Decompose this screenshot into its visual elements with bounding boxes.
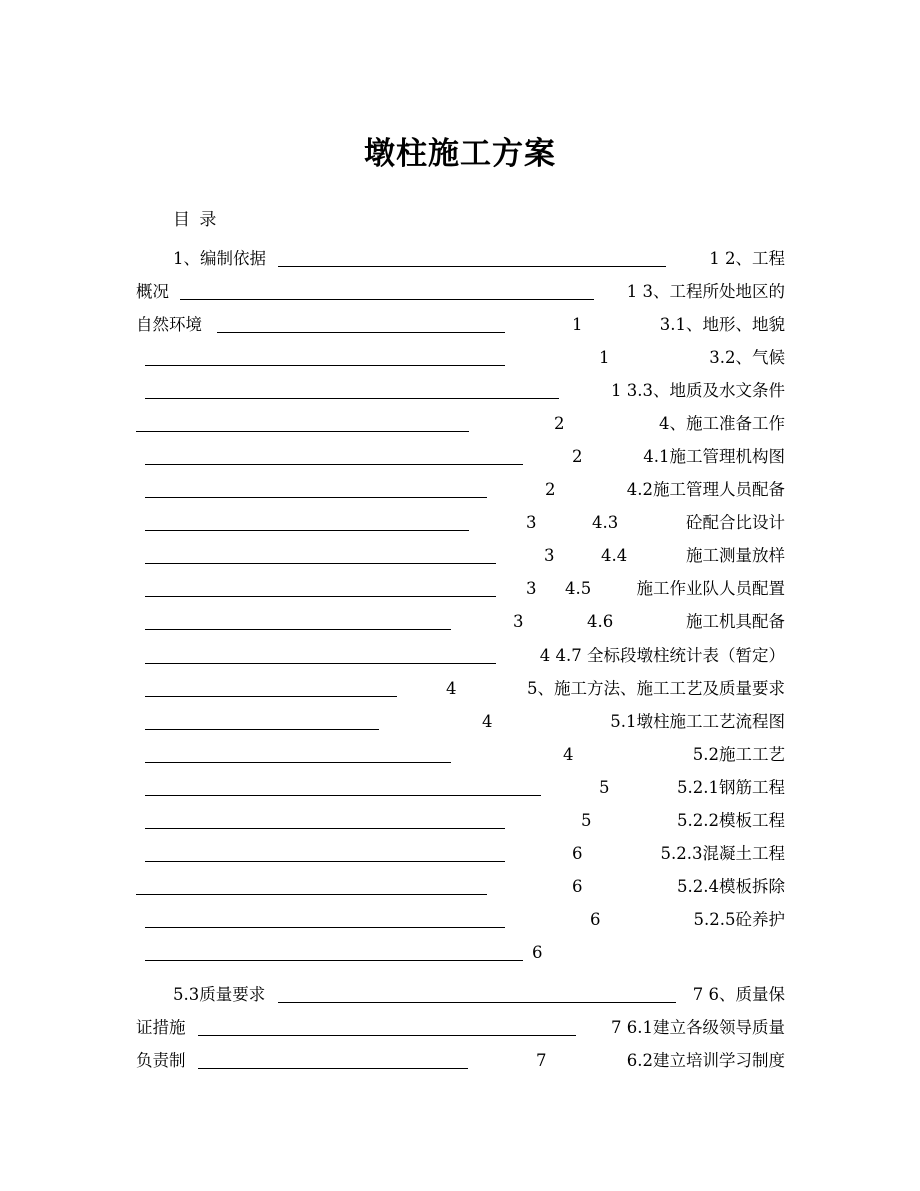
toc-entry-page: 3 [526, 513, 537, 532]
toc-entry-title: 4、施工准备工作 [659, 414, 785, 433]
toc-entry-page: 7 [536, 1051, 547, 1070]
leader-line [145, 861, 505, 862]
toc-entry-title: 5.2.2模板工程 [677, 811, 785, 830]
toc-entry-title: 5、施工方法、施工工艺及质量要求 [527, 679, 785, 698]
toc-entry-page: 2 [545, 480, 556, 499]
toc-line [0, 1013, 920, 1043]
toc-line [0, 607, 920, 637]
toc-line [0, 674, 920, 704]
toc-entry-title: 3.2、气候 [709, 348, 785, 367]
toc-line [0, 980, 920, 1010]
toc-entry-page: 7 6、质量保 [692, 985, 785, 1004]
toc-entry-page: 5 [599, 778, 610, 797]
leader-line [145, 828, 505, 829]
leader-line [145, 530, 469, 531]
toc-line [0, 839, 920, 869]
toc-entry-title: 1 3.3、地质及水文条件 [611, 381, 785, 400]
toc-entry-title: 4 4.7 全标段墩柱统计表（暂定） [539, 646, 785, 665]
toc-line [0, 442, 920, 472]
toc-entry-title: 5.2施工工艺 [692, 745, 785, 764]
leader-line [145, 795, 541, 796]
toc-line [0, 508, 920, 538]
leader-line [145, 365, 505, 366]
leader-line [278, 266, 666, 267]
toc-entry-page: 6 [590, 910, 601, 929]
toc-entry-number: 4.4 [601, 546, 628, 565]
leader-line [180, 299, 594, 300]
toc-line [0, 905, 920, 935]
toc-entry-title: 5.2.5砼养护 [693, 910, 785, 929]
leader-line [145, 663, 496, 664]
leader-line [136, 431, 469, 432]
leader-line [145, 563, 496, 564]
toc-entry-title: 4.2施工管理人员配备 [626, 480, 785, 499]
toc-line [0, 409, 920, 439]
toc-entry-title: 证措施 [136, 1018, 186, 1037]
document-title: 墩柱施工方案 [364, 136, 556, 172]
leader-line [217, 332, 505, 333]
toc-entry-page: 3 [526, 579, 537, 598]
toc-entry-title: 负责制 [136, 1051, 186, 1070]
toc-entry-title: 5.2.1钢筋工程 [677, 778, 785, 797]
toc-entry-page: 3 [544, 546, 555, 565]
toc-entry-page: 7 6.1建立各级领导质量 [611, 1018, 785, 1037]
toc-line [0, 740, 920, 770]
toc-entry-page: 2 [572, 447, 583, 466]
toc-entry-page: 1 3、工程所处地区的 [626, 282, 785, 301]
leader-line [145, 596, 496, 597]
toc-line [0, 541, 920, 571]
toc-entry-number: 4.6 [587, 612, 614, 631]
leader-line [145, 762, 451, 763]
leader-line [145, 960, 523, 961]
toc-entry-title: 1、编制依据 [173, 249, 266, 268]
toc-line [0, 773, 920, 803]
toc-entry-page: 1 [599, 348, 610, 367]
toc-entry-title: 5.1墩柱施工工艺流程图 [610, 712, 785, 731]
toc-line [0, 244, 920, 274]
leader-line [145, 629, 451, 630]
leader-line [145, 464, 523, 465]
toc-line [0, 343, 920, 373]
toc-entry-title: 6.2建立培训学习制度 [626, 1051, 785, 1070]
toc-line [0, 707, 920, 737]
toc-entry-page: 1 [572, 315, 583, 334]
toc-entry-number: 4.5 [565, 579, 592, 598]
toc-line [0, 277, 920, 307]
toc-line [0, 806, 920, 836]
leader-line [145, 398, 559, 399]
toc-line [0, 475, 920, 505]
toc-entry-title: 施工测量放样 [686, 546, 785, 565]
toc-entry-title: 3.1、地形、地貌 [659, 315, 785, 334]
toc-entry-title: 5.3质量要求 [173, 985, 266, 1004]
leader-line [145, 927, 505, 928]
toc-entry-page: 4 [446, 679, 457, 698]
leader-line [136, 894, 487, 895]
toc-heading: 目 录 [173, 210, 217, 230]
toc-entry-page: 1 2、工程 [709, 249, 785, 268]
toc-line [0, 574, 920, 604]
toc-entry-title: 自然环境 [136, 315, 202, 334]
toc-entry-page: 4 [482, 712, 493, 731]
toc-entry-title: 施工作业队人员配置 [636, 579, 785, 598]
toc-entry-number: 4.3 [592, 513, 619, 532]
toc-line [0, 641, 920, 671]
toc-entry-page: 5 [581, 811, 592, 830]
leader-line [145, 696, 397, 697]
leader-line [145, 497, 487, 498]
toc-entry-title: 施工机具配备 [686, 612, 785, 631]
toc-line [0, 376, 920, 406]
toc-entry-page: 6 [572, 877, 583, 896]
leader-line [198, 1035, 576, 1036]
leader-line [145, 729, 379, 730]
toc-line [0, 1046, 920, 1076]
toc-entry-page: 6 [532, 943, 543, 962]
toc-entry-page: 2 [554, 414, 565, 433]
leader-line [198, 1068, 468, 1069]
toc-line [0, 938, 920, 968]
toc-entry-title: 5.2.4模板拆除 [677, 877, 785, 896]
toc-entry-title: 4.1施工管理机构图 [643, 447, 785, 466]
toc-entry-page: 3 [513, 612, 524, 631]
toc-entry-title: 概况 [136, 282, 169, 301]
toc-entry-title: 5.2.3混凝土工程 [660, 844, 785, 863]
toc-line [0, 872, 920, 902]
toc-entry-page: 6 [572, 844, 583, 863]
leader-line [278, 1002, 676, 1003]
toc-entry-page: 4 [563, 745, 574, 764]
toc-entry-title: 砼配合比设计 [686, 513, 785, 532]
toc-line [0, 310, 920, 340]
